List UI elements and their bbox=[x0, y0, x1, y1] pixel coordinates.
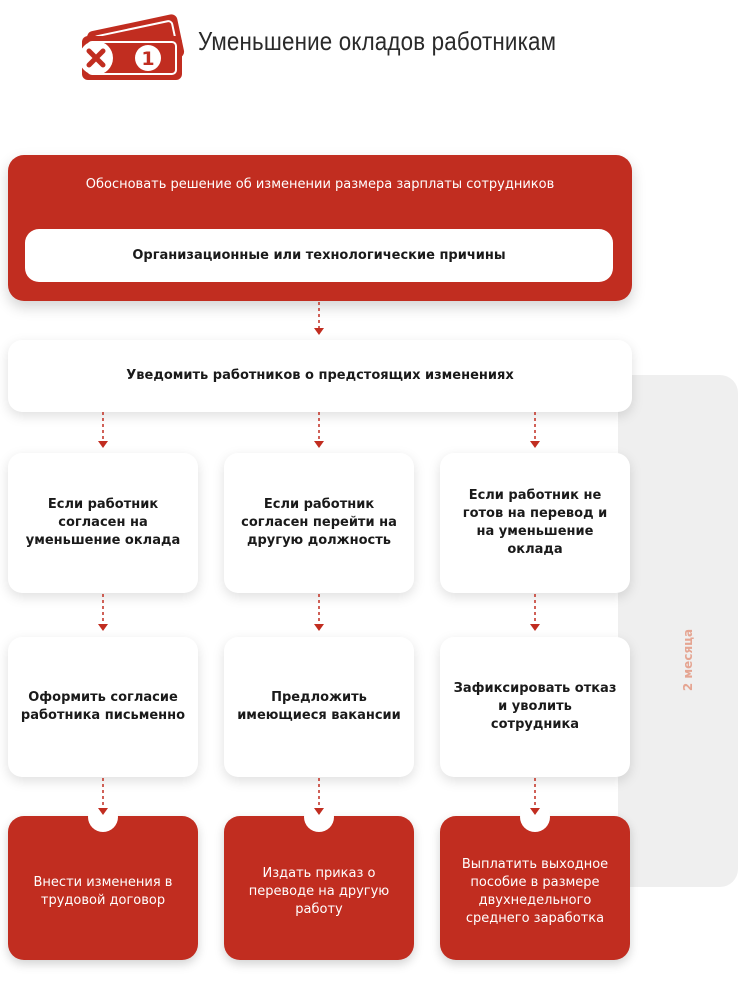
arrow-down-icon bbox=[530, 624, 540, 631]
page-title: Уменьшение окладов работникам bbox=[198, 26, 557, 56]
step-notify-employees: Уведомить работников о предстоящих изменениях bbox=[8, 340, 632, 412]
arrow-down-icon bbox=[314, 441, 324, 448]
arrow-down-icon bbox=[98, 808, 108, 815]
arrow-down-icon bbox=[98, 624, 108, 631]
arrow-down-icon bbox=[314, 624, 324, 631]
result-transfer-order: Издать приказ о переводе на другую работу bbox=[224, 816, 414, 960]
action-offer-vacancies: Предложить имеющиеся вакансии bbox=[224, 637, 414, 777]
condition-agree-transfer: Если работник согласен перейти на другую должность bbox=[224, 453, 414, 593]
arrow-down-icon bbox=[98, 441, 108, 448]
arrow-down-icon bbox=[314, 328, 324, 335]
arrow-down-icon bbox=[530, 808, 540, 815]
arrow-down-icon bbox=[530, 441, 540, 448]
result-severance-pay: Выплатить выходное пособие в размере двухнедельного среднего заработка bbox=[440, 816, 630, 960]
step-justify-reason: Организационные или технологические причины bbox=[25, 229, 613, 282]
result-amend-contract: Внести изменения в трудовой договор bbox=[8, 816, 198, 960]
condition-agree-reduction: Если работник согласен на уменьшение оклада bbox=[8, 453, 198, 593]
action-written-consent: Оформить согласие работника письменно bbox=[8, 637, 198, 777]
icon-badge: 1 bbox=[141, 48, 155, 70]
arrow-down-icon bbox=[314, 808, 324, 815]
action-record-refusal: Зафиксировать отказ и уволить сотрудника bbox=[440, 637, 630, 777]
period-label: 2 месяца bbox=[681, 628, 695, 692]
condition-refuse: Если работник не готов на перевод и на уменьшение оклада bbox=[440, 453, 630, 593]
step-justify-label: Обосновать решение об изменении размера зарплаты сотрудников bbox=[85, 177, 555, 192]
